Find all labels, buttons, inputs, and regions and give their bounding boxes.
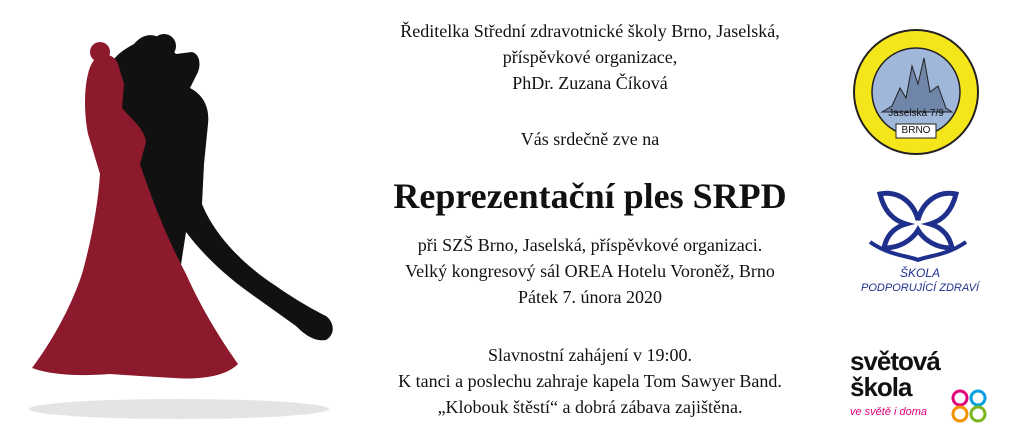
world-line-2: škola (850, 372, 912, 402)
book-butterfly-icon (860, 186, 980, 266)
program-line-3: „Klobouk štěstí“ a dobrá zábava zajištěna. (437, 397, 743, 417)
header-line-2: příspěvkové organizace, (502, 47, 678, 67)
invite-line (340, 126, 840, 152)
world-line-1: světová (850, 346, 940, 376)
program-block (340, 342, 840, 420)
health-line-1: ŠKOLA (899, 266, 941, 280)
venue-line-2: Velký kongresový sál OREA Hotelu Voroněž, Brno (405, 261, 775, 281)
seal-city: BRNO (901, 125, 931, 136)
venue-block (340, 232, 840, 310)
venue-line-3: Pátek 7. února 2020 (518, 287, 662, 307)
school-seal-logo (852, 28, 980, 156)
program-line-2: K tanci a poslechu zahraje kapela Tom Sawyer Band. (398, 371, 782, 391)
world-school-logo (848, 346, 998, 430)
world-tagline: ve světě i doma (850, 406, 928, 418)
seal-graphic (852, 28, 980, 156)
dancing-couple-illustration (14, 24, 344, 424)
colored-circles-icon (948, 386, 994, 426)
invitation-header (340, 18, 840, 96)
seal-address: Jaselská 7/9 (888, 108, 944, 119)
invite-text: Vás srdečně zve na (520, 129, 660, 149)
health-school-logo (860, 186, 980, 306)
header-line-3: PhDr. Zuzana Číková (512, 73, 668, 93)
health-line-2: PODPORUJÍCÍ ZDRAVÍ (861, 282, 979, 294)
program-line-1: Slavnostní zahájení v 19:00. (488, 345, 692, 365)
event-title: Reprezentační ples SRPD (393, 176, 787, 216)
event-title-block (340, 176, 840, 216)
venue-line-1: při SZŠ Brno, Jaselská, příspěvkové organizaci. (417, 235, 763, 255)
header-line-1: Ředitelka Střední zdravotnické školy Brno, Jaselská, (400, 21, 780, 41)
